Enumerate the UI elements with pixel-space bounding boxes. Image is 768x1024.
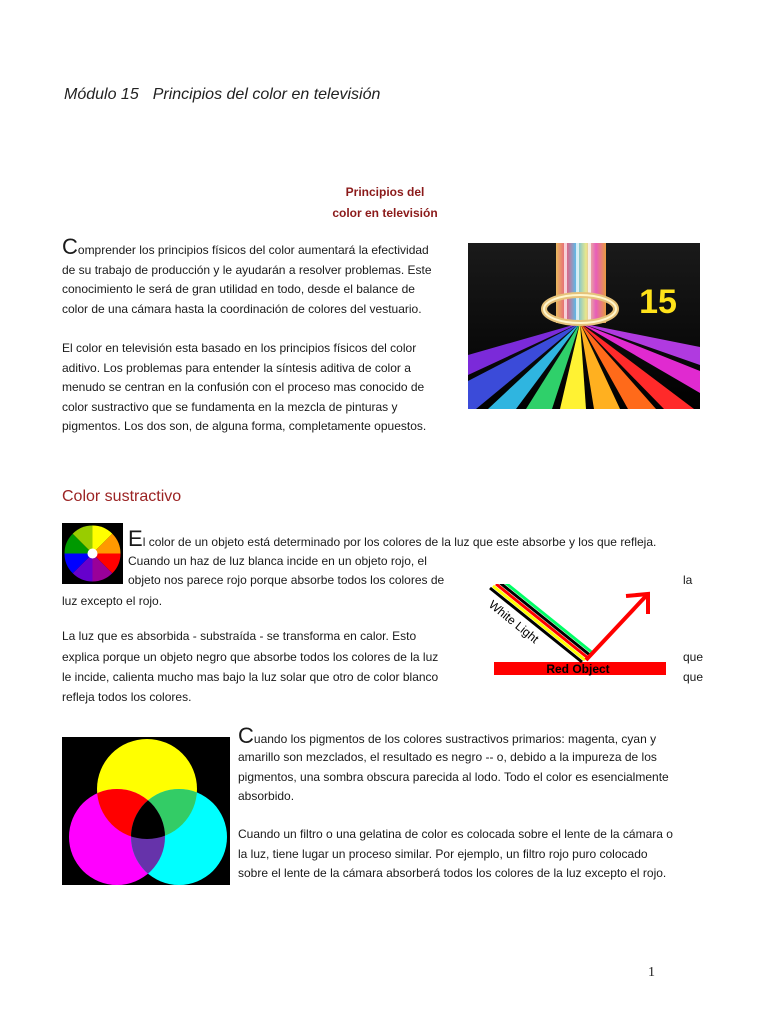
text-line: conocimiento le será de gran utilidad en todo, desde el balance de — [62, 282, 415, 296]
subtractive-line-3-end: la — [683, 573, 693, 587]
subtractive-line-1 — [128, 526, 657, 553]
text-line: de su trabajo de producción y le ayudarán a resolver problemas. Este — [62, 262, 432, 277]
cmy-venn-diagram — [62, 737, 230, 885]
intro-paragraph-1 — [62, 234, 462, 319]
title-line-1: Principios del — [345, 185, 425, 199]
intro-paragraph-2 — [62, 339, 462, 437]
section-heading: Color sustractivo — [62, 488, 182, 505]
text-line: amarillo son mezclados, el resultado es negro -- o, debido a la impureza de los — [238, 750, 657, 764]
subtractive-p2-line-2-end: que — [683, 650, 704, 664]
dropcap: E — [128, 526, 143, 551]
subtractive-p2-line-2: explica porque un objeto negro que absorbe todos los colores de la luz — [62, 650, 439, 664]
text-line: pigmentos. Los dos son, de alguna forma, completamente opuestos. — [62, 419, 427, 433]
text-line: pigmentos, una sombra obscura parecida al lodo. Todo el color es esencialmente — [238, 769, 669, 784]
subtractive-p2-line-3-end: que — [683, 670, 704, 684]
text-line: absorbido. — [238, 789, 295, 803]
subtractive-line-3: objeto nos parece rojo porque absorbe todos los colores de — [128, 573, 445, 587]
text-line: color de una cámara hasta la coordinación de colores del vestuario. — [62, 301, 422, 316]
module-label: Módulo 15 — [64, 86, 139, 103]
white-light-label: White Light — [486, 597, 542, 647]
reflection-diagram — [476, 584, 670, 680]
text-line: menudo se centran en la confusión con el proceso mas conocido de — [62, 380, 425, 394]
subtractive-p2-line-3: le incide, calienta mucho mas bajo la luz solar que otro de color blanco — [62, 670, 439, 684]
text-line: aditivo. Los problemas para entender la síntesis aditiva de color a — [62, 360, 411, 375]
subtractive-p2-line-4: refleja todos los colores. — [62, 690, 192, 704]
pigments-line-1 — [238, 723, 657, 750]
pigments-paragraph-1 — [238, 748, 708, 807]
image-number: 15 — [639, 283, 677, 321]
dropcap: C — [238, 723, 254, 748]
subtractive-line-2: Cuando un haz de luz blanca incide en un objeto rojo, el — [128, 554, 427, 568]
text-line: Cuando un filtro o una gelatina de color es colocada sobre el lente de la cámara o — [238, 827, 673, 841]
subtractive-p2-line-1: La luz que es absorbida - substraída - se transforma en calor. Esto — [62, 629, 417, 643]
text-line: la luz, tiene lugar un proceso similar. Por ejemplo, un filtro rojo puro colocado — [238, 846, 648, 861]
title-line-2: color en televisión — [332, 206, 438, 220]
page-number: 1 — [648, 965, 655, 980]
text-line: sobre el lente de la cámara absorberá todos los colores de la luz excepto el rojo. — [238, 866, 667, 880]
text-line: uando los pigmentos de los colores sustractivos primarios: magenta, cyan y — [253, 732, 657, 746]
document-title — [300, 182, 470, 224]
dropcap: C — [62, 234, 78, 259]
subtractive-line-4: luz excepto el rojo. — [62, 594, 163, 608]
header-title: Principios del color en televisión — [152, 86, 381, 103]
rainbow-prism-image — [468, 243, 700, 409]
text-line: omprender los principios físicos del color aumentará la efectividad — [77, 243, 429, 257]
page-header — [64, 86, 380, 104]
text-line: color sustractivo que se fundamenta en la mezcla de pinturas y — [62, 399, 398, 414]
red-object-label: Red Object — [546, 662, 610, 676]
color-wheel-icon — [62, 523, 123, 584]
text-line: El color en televisión esta basado en los principios físicos del color — [62, 341, 417, 355]
pigments-paragraph-2 — [238, 825, 708, 884]
text-line: l color de un objeto está determinado por los colores de la luz que este absorbe y los que refleja. — [142, 535, 657, 549]
